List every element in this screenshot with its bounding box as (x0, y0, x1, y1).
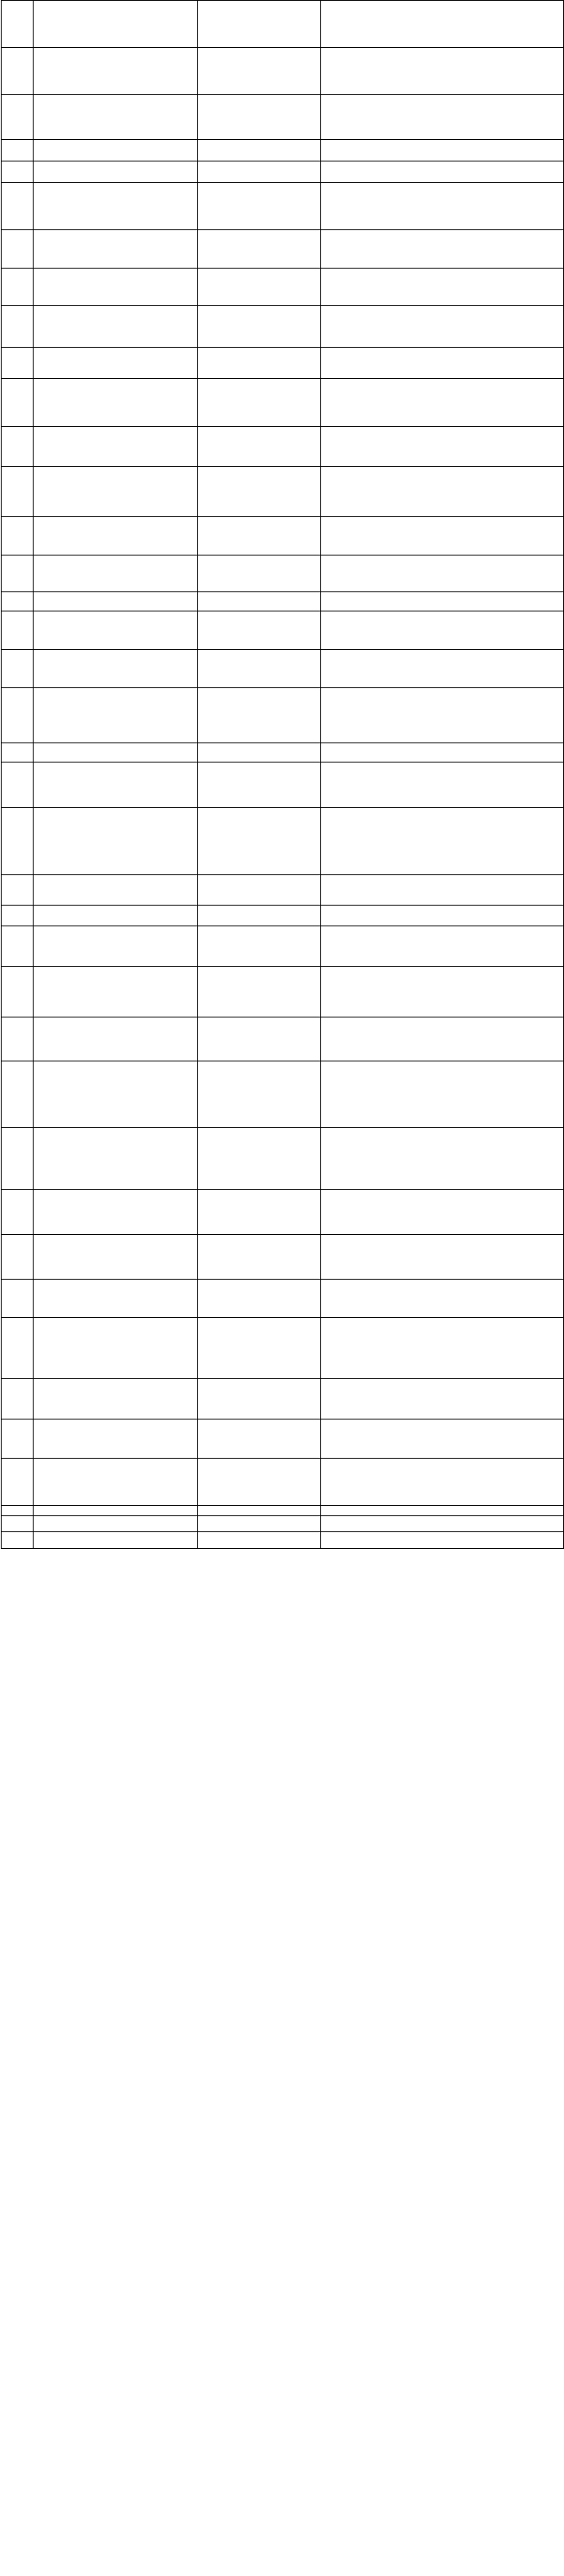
product-cell (2, 1318, 34, 1379)
strategy-cell (198, 379, 321, 427)
strategy-cell (198, 808, 321, 875)
strategy-cell (198, 427, 321, 467)
contact-cell (321, 1280, 564, 1318)
description-cell (34, 1379, 198, 1419)
strategy-cell (198, 306, 321, 348)
strategy-cell (198, 348, 321, 379)
table-row (2, 1017, 564, 1061)
description-cell (34, 688, 198, 743)
contact-cell (321, 906, 564, 926)
table-row (2, 306, 564, 348)
strategy-cell (198, 1318, 321, 1379)
description-cell (34, 1280, 198, 1318)
strategy-cell (198, 95, 321, 140)
strategy-cell (198, 592, 321, 611)
table-row (2, 379, 564, 427)
strategy-cell (198, 1061, 321, 1128)
description-cell (34, 808, 198, 875)
product-cell (2, 1419, 34, 1459)
product-cell (2, 517, 34, 555)
contact-cell (321, 48, 564, 95)
table-row (2, 762, 564, 808)
strategy-cell (198, 1459, 321, 1506)
contact-cell (321, 808, 564, 875)
table-row (2, 1235, 564, 1280)
product-cell (2, 269, 34, 306)
product-cell (2, 555, 34, 592)
table-row (2, 808, 564, 875)
product-cell (2, 592, 34, 611)
table-row (2, 467, 564, 517)
description-cell (34, 743, 198, 762)
description-cell (34, 1532, 198, 1549)
table-row (2, 1532, 564, 1549)
contact-cell (321, 1318, 564, 1379)
strategy-cell (198, 743, 321, 762)
product-cell (2, 1, 34, 48)
contact-cell (321, 743, 564, 762)
contact-cell (321, 1190, 564, 1235)
description-cell (34, 611, 198, 650)
product-cell (2, 906, 34, 926)
contact-cell (321, 230, 564, 269)
strategy-cell (198, 1190, 321, 1235)
strategy-cell (198, 1017, 321, 1061)
contact-cell (321, 183, 564, 230)
product-cell (2, 1128, 34, 1190)
product-cell (2, 379, 34, 427)
product-cell (2, 611, 34, 650)
contact-cell (321, 1459, 564, 1506)
product-cell (2, 48, 34, 95)
description-cell (34, 1459, 198, 1506)
description-cell (34, 1235, 198, 1280)
table-row (2, 348, 564, 379)
product-cell (2, 1061, 34, 1128)
table-row (2, 555, 564, 592)
contact-cell (321, 1017, 564, 1061)
commodity-strategy-table (1, 0, 564, 1549)
description-cell (34, 48, 198, 95)
product-cell (2, 1459, 34, 1506)
strategy-cell (198, 48, 321, 95)
description-cell (34, 467, 198, 517)
table-row (2, 1459, 564, 1506)
table-row (2, 926, 564, 967)
contact-cell (321, 1061, 564, 1128)
contact-cell (321, 555, 564, 592)
table-row (2, 140, 564, 161)
contact-cell (321, 762, 564, 808)
table-row (2, 1506, 564, 1516)
product-cell (2, 1190, 34, 1235)
table-body (2, 1, 564, 1549)
strategy-cell (198, 555, 321, 592)
product-cell (2, 427, 34, 467)
strategy-cell (198, 926, 321, 967)
table-row (2, 1379, 564, 1419)
contact-cell (321, 688, 564, 743)
table-row (2, 967, 564, 1017)
strategy-cell (198, 650, 321, 688)
strategy-cell (198, 875, 321, 906)
contact-cell (321, 1506, 564, 1516)
table-row (2, 1419, 564, 1459)
contact-cell (321, 1379, 564, 1419)
table-row (2, 1061, 564, 1128)
description-cell (34, 269, 198, 306)
contact-cell (321, 1128, 564, 1190)
product-cell (2, 1506, 34, 1516)
product-cell (2, 95, 34, 140)
description-cell (34, 650, 198, 688)
strategy-cell (198, 1506, 321, 1516)
strategy-cell (198, 906, 321, 926)
description-cell (34, 230, 198, 269)
contact-cell (321, 95, 564, 140)
contact-cell (321, 967, 564, 1017)
table-row (2, 650, 564, 688)
contact-cell (321, 269, 564, 306)
description-cell (34, 95, 198, 140)
description-cell (34, 906, 198, 926)
description-cell (34, 140, 198, 161)
product-cell (2, 1235, 34, 1280)
description-cell (34, 967, 198, 1017)
strategy-cell (198, 1419, 321, 1459)
description-cell (34, 1190, 198, 1235)
description-cell (34, 1318, 198, 1379)
strategy-cell (198, 161, 321, 183)
strategy-cell (198, 762, 321, 808)
contact-cell (321, 875, 564, 906)
contact-cell (321, 348, 564, 379)
product-cell (2, 467, 34, 517)
product-cell (2, 688, 34, 743)
description-cell (34, 762, 198, 808)
strategy-cell (198, 1379, 321, 1419)
table-row (2, 269, 564, 306)
table-row (2, 48, 564, 95)
description-cell (34, 183, 198, 230)
description-cell (34, 926, 198, 967)
strategy-cell (198, 1128, 321, 1190)
product-cell (2, 1532, 34, 1549)
strategy-cell (198, 467, 321, 517)
description-cell (34, 1506, 198, 1516)
product-cell (2, 967, 34, 1017)
table-row (2, 592, 564, 611)
product-cell (2, 743, 34, 762)
product-cell (2, 926, 34, 967)
table-row (2, 517, 564, 555)
description-cell (34, 1061, 198, 1128)
description-cell (34, 1017, 198, 1061)
product-cell (2, 808, 34, 875)
description-cell (34, 1516, 198, 1532)
contact-cell (321, 1235, 564, 1280)
table-row (2, 183, 564, 230)
product-cell (2, 1516, 34, 1532)
table-row (2, 1280, 564, 1318)
contact-cell (321, 1516, 564, 1532)
table-row (2, 161, 564, 183)
description-cell (34, 306, 198, 348)
strategy-cell (198, 688, 321, 743)
contact-cell (321, 140, 564, 161)
contact-cell (321, 467, 564, 517)
strategy-cell (198, 183, 321, 230)
strategy-cell (198, 140, 321, 161)
strategy-cell (198, 517, 321, 555)
contact-cell (321, 1532, 564, 1549)
product-cell (2, 161, 34, 183)
description-cell (34, 517, 198, 555)
description-cell (34, 555, 198, 592)
table-row (2, 1190, 564, 1235)
product-cell (2, 762, 34, 808)
description-cell (34, 875, 198, 906)
description-cell (34, 161, 198, 183)
table-row (2, 1516, 564, 1532)
description-cell (34, 1419, 198, 1459)
table-row (2, 688, 564, 743)
contact-cell (321, 306, 564, 348)
product-cell (2, 1379, 34, 1419)
strategy-cell (198, 230, 321, 269)
table-row (2, 427, 564, 467)
strategy-cell (198, 1235, 321, 1280)
table-row (2, 1128, 564, 1190)
contact-cell (321, 650, 564, 688)
product-cell (2, 875, 34, 906)
product-cell (2, 1280, 34, 1318)
product-cell (2, 650, 34, 688)
product-cell (2, 348, 34, 379)
product-cell (2, 230, 34, 269)
contact-cell (321, 161, 564, 183)
description-cell (34, 1, 198, 48)
table-row (2, 230, 564, 269)
description-cell (34, 1128, 198, 1190)
table-row (2, 906, 564, 926)
contact-cell (321, 517, 564, 555)
strategy-cell (198, 1516, 321, 1532)
contact-cell (321, 592, 564, 611)
description-cell (34, 427, 198, 467)
table-row (2, 95, 564, 140)
strategy-cell (198, 1, 321, 48)
table-row (2, 743, 564, 762)
strategy-cell (198, 967, 321, 1017)
product-cell (2, 1017, 34, 1061)
contact-cell (321, 427, 564, 467)
contact-cell (321, 926, 564, 967)
contact-cell (321, 1, 564, 48)
product-cell (2, 306, 34, 348)
contact-cell (321, 611, 564, 650)
description-cell (34, 592, 198, 611)
strategy-cell (198, 611, 321, 650)
table-row (2, 875, 564, 906)
strategy-cell (198, 1532, 321, 1549)
strategy-cell (198, 269, 321, 306)
contact-cell (321, 379, 564, 427)
table-row (2, 611, 564, 650)
strategy-cell (198, 1280, 321, 1318)
contact-cell (321, 1419, 564, 1459)
product-cell (2, 183, 34, 230)
table-row (2, 1, 564, 48)
product-cell (2, 140, 34, 161)
description-cell (34, 348, 198, 379)
description-cell (34, 379, 198, 427)
table-row (2, 1318, 564, 1379)
